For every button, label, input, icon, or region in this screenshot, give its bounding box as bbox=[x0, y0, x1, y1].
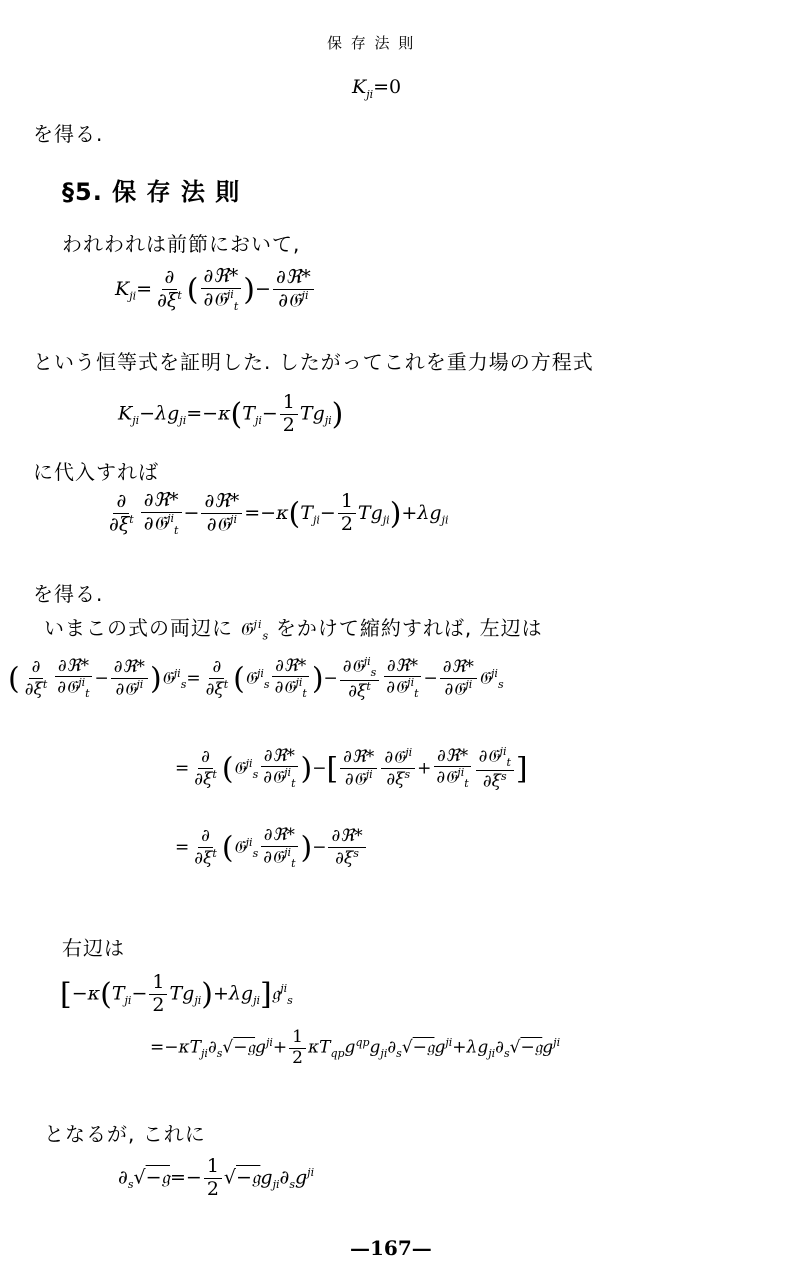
text-line: 右辺は bbox=[62, 936, 125, 960]
text-fragment: をかけて縮約すれば, 左辺は bbox=[275, 616, 543, 640]
equation-field: $K_{ji}-\lambda g_{ji}=-\kappa(T_{ji}-$ $\frac{1}{2}$ $Tg_{ji}$) bbox=[118, 391, 344, 436]
text-line: という恒等式を証明した. したがってこれを重力場の方程式 bbox=[33, 350, 594, 374]
text-line: われわれは前節において, bbox=[62, 232, 301, 256]
text-fragment: いまこの式の両辺に bbox=[44, 616, 233, 640]
equation-sqrt-derivative: $\partial_s√-𝔤=-$ $\frac{1}{2}$ $√-𝔤g_{ji}\partial_sg^{ji}$ bbox=[118, 1155, 315, 1200]
text-line: を得る. bbox=[33, 122, 104, 146]
equation-kji-zero: $K_{ji}=0$ bbox=[352, 76, 402, 101]
equation-substituted: $\frac{\partial}{\partial\xi^t}$ $\frac{\text{∂ℜ*}}{\partial 𝔊^{ji}_t}$ − $\frac{\text{∂ℜ*}}{\partial 𝔊^{ji}}$ $=-\kappa(T_{ji}-$ $\frac{1}{2}$ $Tg_{ji})+\lambda g_{ji}$ bbox=[109, 489, 449, 537]
equation-contraction-2: = $\frac{\partial}{\partial\xi^t}$ (𝔊$^{ji}_s$ $\frac{\text{∂ℜ*}}{\partial 𝔊^{ji}_t}$ )−[ $\frac{\text{∂ℜ*}}{\partial 𝔊^{ji}}$ $\frac{\partial 𝔊^{ji}}{\partial\xi^s}$ + $\frac{\text{∂ℜ*}}{\partial 𝔊^{ji}_t}$ $\frac{\partial 𝔊^{ji}_t}{\partial\xi^s}$ ] bbox=[175, 745, 528, 792]
equation-kji-definition: $K_{ji}=$ $\frac{\partial}{\partial\xi^t}$ ( $\frac{\text{∂ℜ*}}{\partial 𝔊^{ji}_t}$ )− $\frac{\text{∂ℜ*}}{\partial 𝔊^{ji}}$ bbox=[115, 266, 316, 314]
page-number: —167— bbox=[350, 1236, 432, 1260]
section-heading: §5. 保 存 法 則 bbox=[62, 178, 241, 206]
equation-rhs-2: $=-\kappa T_{ji}\partial_s√-𝔤g^{ji}+$ $\frac{1}{2}$ $\kappa T_{qp}g^{qp}g_{ji}\partial_s√-𝔤g^{ji}+\lambda g_{ji}\partial_s√-𝔤g^{ji}$ bbox=[150, 1027, 561, 1068]
equation-contraction-3: = $\frac{\partial}{\partial\xi^t}$ (𝔊$^{ji}_s$ $\frac{\text{∂ℜ*}}{\partial 𝔊^{ji}_t}$ )− $\frac{\text{∂ℜ*}}{\partial\xi^s}$ bbox=[175, 826, 368, 870]
text-line: に代入すれば bbox=[33, 460, 159, 484]
equation-contraction-1: ( $\frac{\partial}{\partial\xi^t}$ $\frac{\text{∂ℜ*}}{\partial 𝔊^{ji}_t}$ − $\frac{\text{∂ℜ*}}{\partial 𝔊^{ji}}$ )𝔊$^{ji}_s$= $\frac{\partial}{\partial\xi^t}$ (𝔊$^{ji}_s$ $\frac{\text{∂ℜ*}}{\partial 𝔊^{ji}_t}$ )− $\frac{\partial 𝔊^{ji}_s}{\partial\xi^t}$ $\frac{\text{∂ℜ*}}{\partial 𝔊^{ji}_t}$ − $\frac{\text{∂ℜ*}}{\partial 𝔊^{ji}}$ 𝔊$^{ji}_s$ bbox=[8, 655, 504, 702]
equation-rhs-1: [$-\kappa(T_{ji}-$ $\frac{1}{2}$ $Tg_{ji})+\lambda g_{ji}]𝔤^{ji}_s$ bbox=[60, 971, 293, 1016]
running-title: 保 存 法 則 bbox=[327, 34, 416, 52]
text-line: いまこの式の両辺に 𝔊$^{ji}_s$ をかけて縮約すれば, 左辺は bbox=[44, 616, 543, 643]
text-line: を得る. bbox=[33, 582, 104, 606]
text-line: となるが, これに bbox=[44, 1122, 206, 1146]
